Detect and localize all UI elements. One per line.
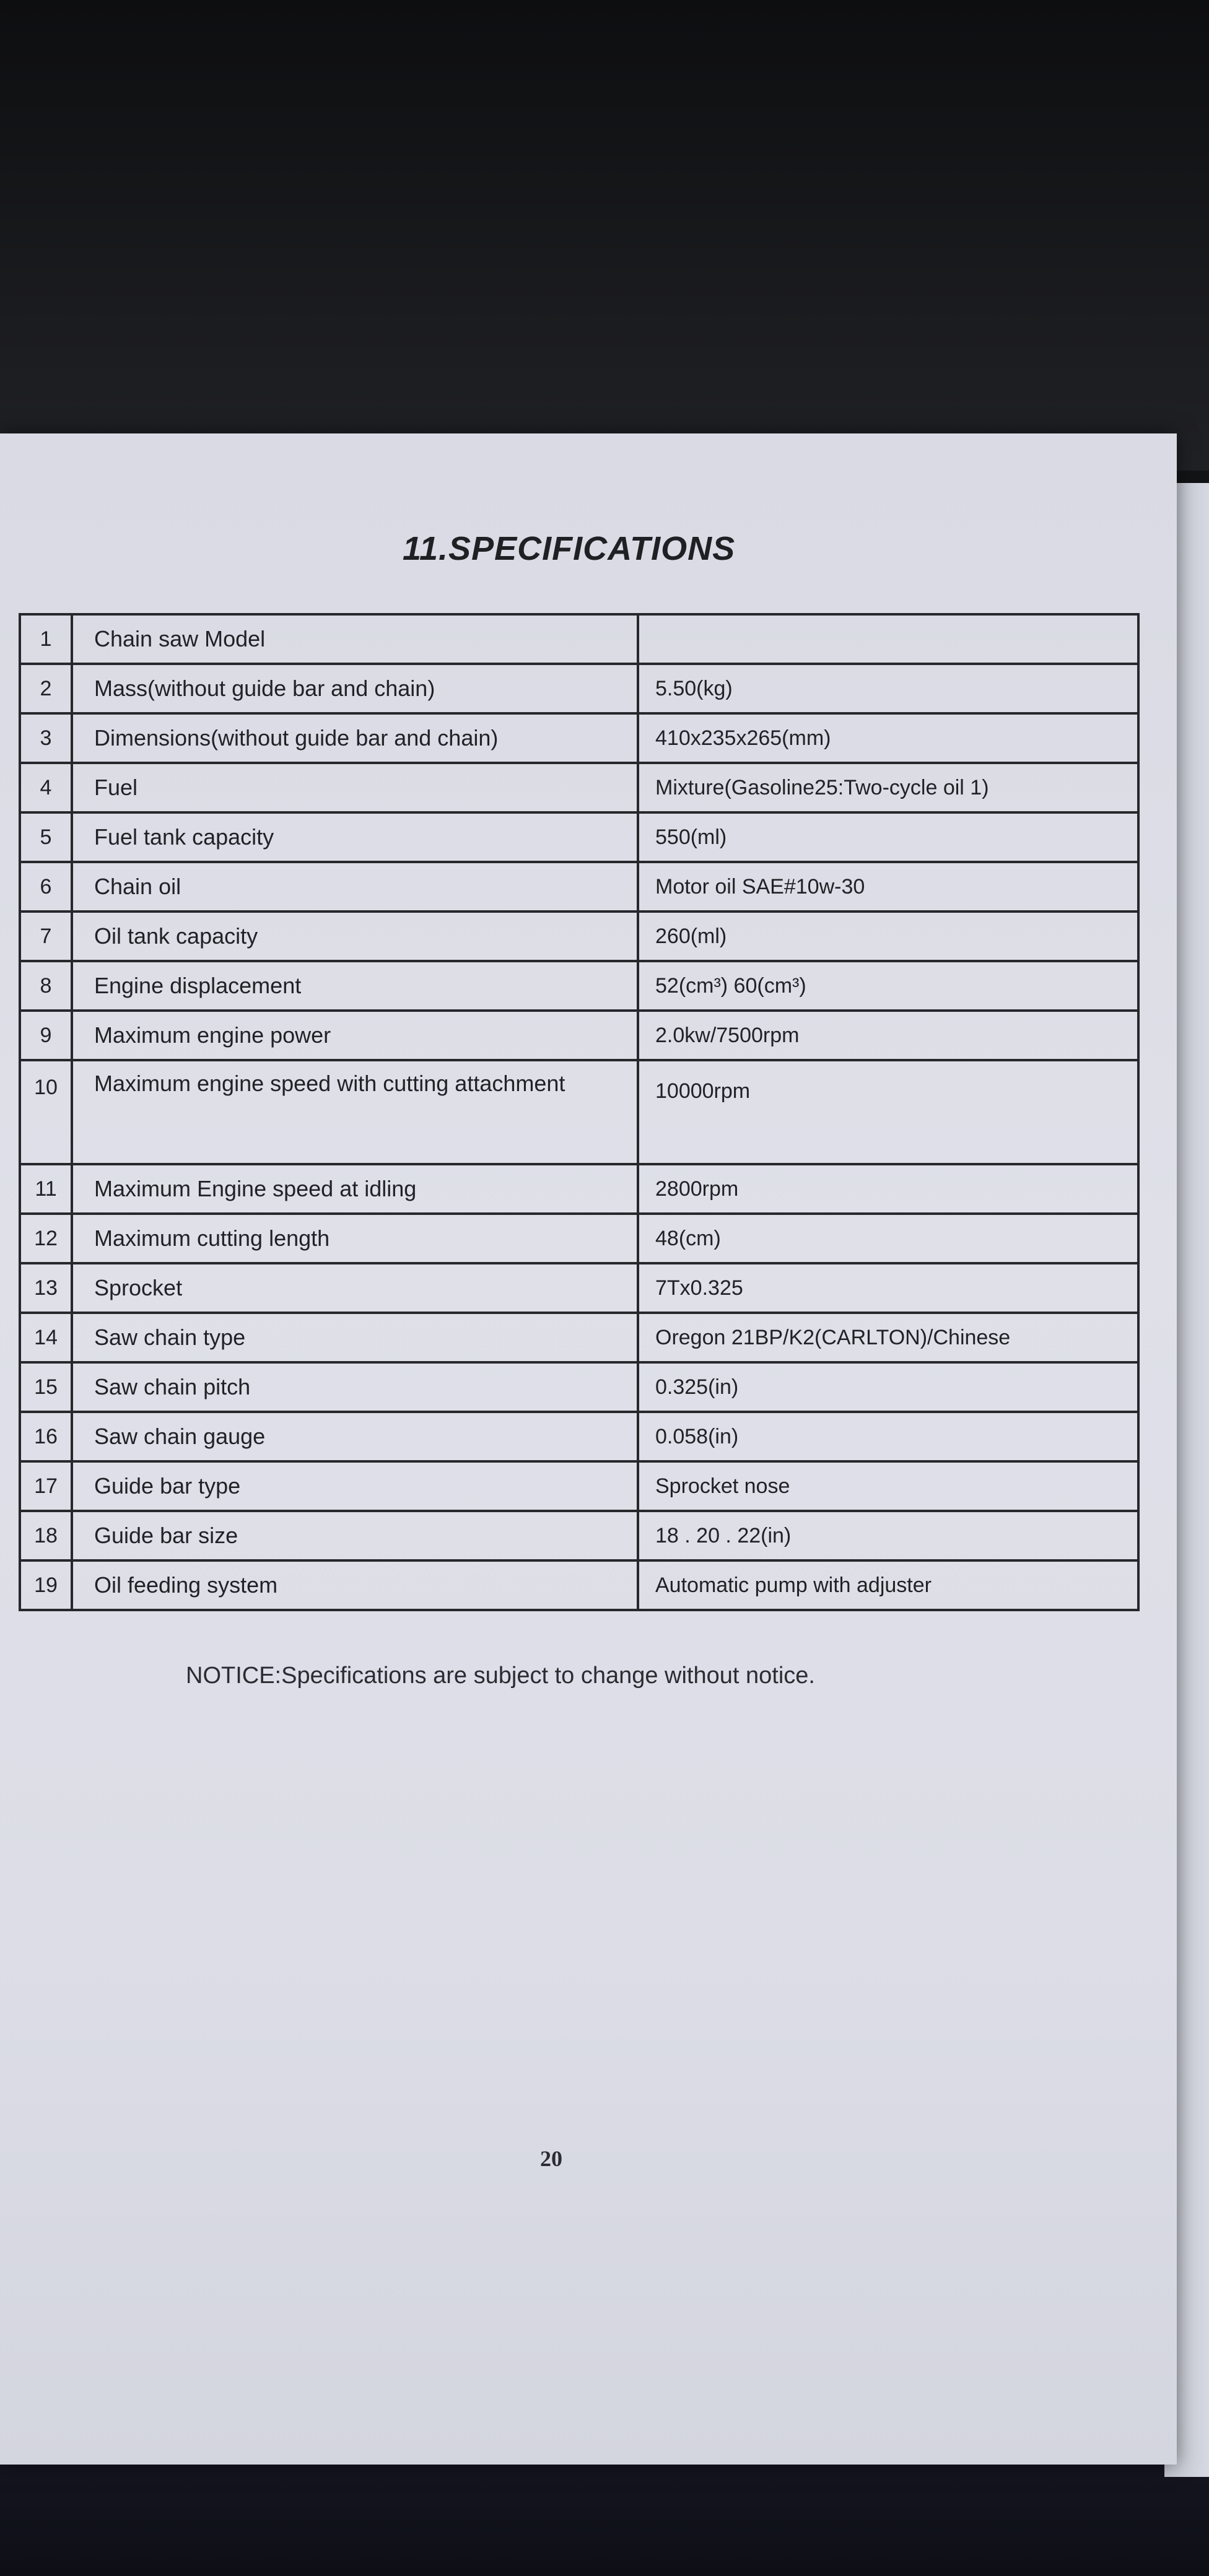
parameter-cell: Dimensions(without guide bar and chain) [72, 713, 638, 763]
row-number: 14 [20, 1313, 72, 1362]
parameter-cell: Sprocket [72, 1263, 638, 1313]
value-cell: Automatic pump with adjuster [638, 1560, 1138, 1610]
page-title: 11.SPECIFICATIONS [403, 530, 736, 567]
parameter-cell: Mass(without guide bar and chain) [72, 664, 638, 713]
table-row [20, 812, 1138, 862]
parameter-cell: Maximum Engine speed at idling [72, 1164, 638, 1214]
row-number: 11 [20, 1164, 72, 1214]
parameter-cell: Maximum engine power [72, 1011, 638, 1060]
value-cell: 550(ml) [638, 812, 1138, 862]
value-cell: 410x235x265(mm) [638, 713, 1138, 763]
value-cell: 260(ml) [638, 912, 1138, 961]
row-number: 7 [20, 912, 72, 961]
table-row [20, 1263, 1138, 1313]
parameter-cell: Saw chain type [72, 1313, 638, 1362]
parameter-cell: Guide bar size [72, 1511, 638, 1560]
parameter-cell: Guide bar type [72, 1461, 638, 1511]
parameter-cell: Fuel tank capacity [72, 812, 638, 862]
value-cell: 7Tx0.325 [638, 1263, 1138, 1313]
value-cell [638, 614, 1138, 664]
table-row [20, 1362, 1138, 1412]
table-row [20, 862, 1138, 912]
value-cell: 2.0kw/7500rpm [638, 1011, 1138, 1060]
value-cell: 5.50(kg) [638, 664, 1138, 713]
value-cell: Oregon 21BP/K2(CARLTON)/Chinese [638, 1313, 1138, 1362]
table-row [20, 763, 1138, 812]
value-cell: 52(cm³) 60(cm³) [638, 961, 1138, 1011]
value-cell: 18 . 20 . 22(in) [638, 1511, 1138, 1560]
row-number: 6 [20, 862, 72, 912]
row-number: 9 [20, 1011, 72, 1060]
row-number: 1 [20, 614, 72, 664]
parameter-cell: Maximum cutting length [72, 1214, 638, 1263]
row-number: 8 [20, 961, 72, 1011]
row-number: 16 [20, 1412, 72, 1461]
parameter-cell: Engine displacement [72, 961, 638, 1011]
parameter-cell: Saw chain pitch [72, 1362, 638, 1412]
parameter-cell: Oil tank capacity [72, 912, 638, 961]
value-cell: Mixture(Gasoline25:Two-cycle oil 1) [638, 763, 1138, 812]
table-row [20, 1313, 1138, 1362]
value-cell: 48(cm) [638, 1214, 1138, 1263]
parameter-cell: Maximum engine speed with cutting attachment [72, 1060, 638, 1164]
row-number: 4 [20, 763, 72, 812]
table-row [20, 1164, 1138, 1214]
parameter-cell: Chain oil [72, 862, 638, 912]
row-number: 17 [20, 1461, 72, 1511]
table-row [20, 961, 1138, 1011]
table-row [20, 614, 1138, 664]
row-number: 13 [20, 1263, 72, 1313]
table-row [20, 1214, 1138, 1263]
value-cell: 2800rpm [638, 1164, 1138, 1214]
page-number: 20 [540, 2146, 562, 2171]
table-row [20, 1412, 1138, 1461]
row-number: 12 [20, 1214, 72, 1263]
row-number: 19 [20, 1560, 72, 1610]
value-cell: Motor oil SAE#10w-30 [638, 862, 1138, 912]
manual-page [0, 433, 1177, 2465]
parameter-cell: Saw chain gauge [72, 1412, 638, 1461]
row-number: 10 [20, 1060, 72, 1164]
table-row [20, 1560, 1138, 1610]
value-cell: 0.058(in) [638, 1412, 1138, 1461]
row-number: 3 [20, 713, 72, 763]
table-row [20, 713, 1138, 763]
table-row [20, 1461, 1138, 1511]
value-cell: 0.325(in) [638, 1362, 1138, 1412]
table-row [20, 912, 1138, 961]
row-number: 18 [20, 1511, 72, 1560]
value-cell: 10000rpm [638, 1060, 1138, 1164]
row-number: 15 [20, 1362, 72, 1412]
background-top [0, 0, 1209, 471]
row-number: 2 [20, 664, 72, 713]
parameter-cell: Oil feeding system [72, 1560, 638, 1610]
table-row [20, 1511, 1138, 1560]
notice-text: NOTICE:Specifications are subject to change without notice. [186, 1663, 815, 1689]
parameter-cell: Fuel [72, 763, 638, 812]
table-row [20, 1011, 1138, 1060]
specifications-table [19, 613, 1140, 1611]
row-number: 5 [20, 812, 72, 862]
table-row [20, 1060, 1138, 1164]
parameter-cell: Chain saw Model [72, 614, 638, 664]
table-row [20, 664, 1138, 713]
value-cell: Sprocket nose [638, 1461, 1138, 1511]
